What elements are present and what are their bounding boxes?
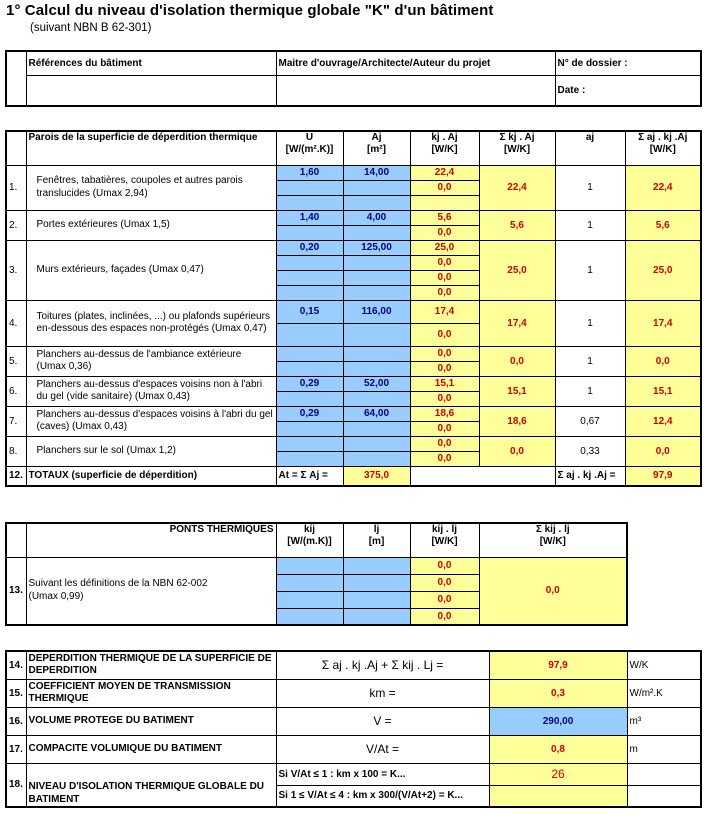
- level-formula-1: Si V/At ≤ 1 : km x 100 = K...: [276, 763, 489, 785]
- wall-u-cell[interactable]: 0,20: [276, 240, 343, 255]
- wall-sum-aka: 0,0: [625, 436, 701, 466]
- wall-u-cell[interactable]: [276, 451, 343, 466]
- wall-area-cell[interactable]: [343, 451, 410, 466]
- walls-header-ska: Σ kj . Aj [W/K]: [479, 131, 555, 165]
- wall-area-cell[interactable]: [343, 225, 410, 240]
- bridges-header-k: kij [W/(m.K)]: [276, 523, 343, 557]
- wall-area-cell[interactable]: 14,00: [343, 165, 410, 180]
- wall-area-cell[interactable]: [343, 361, 410, 376]
- ref-file-number: N° de dossier :: [555, 51, 701, 75]
- wall-sum-ka: 15,1: [479, 376, 555, 406]
- totals-label: TOTAUX (superficie de déperdition): [26, 466, 276, 486]
- wall-area-cell[interactable]: [343, 346, 410, 361]
- bridges-l-cell[interactable]: [343, 574, 410, 591]
- wall-ka-cell: 17,4: [410, 300, 479, 323]
- totals-at-value: 375,0: [343, 466, 410, 486]
- wall-ka-cell: 0,0: [410, 451, 479, 466]
- wall-area-cell[interactable]: [343, 180, 410, 195]
- wall-number: 5.: [6, 346, 26, 376]
- wall-ka-cell: 0,0: [410, 270, 479, 285]
- summary-number: 17.: [6, 735, 26, 763]
- summary-label: VOLUME PROTEGE DU BATIMENT: [26, 707, 276, 735]
- wall-ka-cell: 0,0: [410, 421, 479, 436]
- bridges-kl-cell: 0,0: [410, 557, 479, 574]
- bridges-kl-cell: 0,0: [410, 591, 479, 608]
- wall-aj: 1: [555, 346, 625, 376]
- summary-unit: m: [627, 735, 701, 763]
- ref-date[interactable]: Date :: [555, 75, 701, 106]
- wall-ka-cell: 0,0: [410, 346, 479, 361]
- wall-aj: 1: [555, 210, 625, 240]
- wall-area-cell[interactable]: 64,00: [343, 406, 410, 421]
- wall-subrow: [6, 300, 701, 323]
- bridges-header-kl: kij . lj [W/K]: [410, 523, 479, 557]
- level-unit-2: [627, 785, 701, 807]
- level-label: NIVEAU D'ISOLATION THERMIQUE GLOBALE DU BATIMENT: [26, 763, 276, 807]
- thermal-bridges-table: [5, 522, 628, 626]
- wall-aj: 1: [555, 240, 625, 300]
- wall-area-cell[interactable]: [343, 195, 410, 210]
- walls-header-a: Aj [m²]: [343, 131, 410, 165]
- wall-ka-cell: 5,6: [410, 210, 479, 225]
- level-formula-2: Si 1 ≤ V/At ≤ 4 : km x 300/(V/At+2) = K...: [276, 785, 489, 807]
- wall-subrow: [6, 210, 701, 225]
- bridges-k-cell[interactable]: [276, 608, 343, 625]
- wall-label: Planchers sur le sol (Umax 1,2): [26, 436, 276, 466]
- wall-u-cell[interactable]: [276, 346, 343, 361]
- wall-number: 7.: [6, 406, 26, 436]
- page-subtitle: (suivant NBN B 62-301): [30, 22, 152, 34]
- wall-subrow: [6, 436, 701, 451]
- wall-u-cell[interactable]: 1,40: [276, 210, 343, 225]
- wall-sum-ka: 22,4: [479, 165, 555, 210]
- wall-ka-cell: 0,0: [410, 436, 479, 451]
- bridges-header-label: PONTS THERMIQUES: [26, 523, 276, 557]
- wall-aj: 0,67: [555, 406, 625, 436]
- bridges-l-cell[interactable]: [343, 608, 410, 625]
- bridges-header-skl: Σ kij . lj [W/K]: [479, 523, 627, 557]
- wall-area-cell[interactable]: [343, 323, 410, 346]
- wall-sum-aka: 12,4: [625, 406, 701, 436]
- wall-sum-aka: 0,0: [625, 346, 701, 376]
- summary-formula: V =: [276, 707, 489, 735]
- wall-ka-cell: 0,0: [410, 225, 479, 240]
- wall-u-cell[interactable]: [276, 361, 343, 376]
- wall-sum-ka: 25,0: [479, 240, 555, 300]
- wall-number: 6.: [6, 376, 26, 406]
- wall-ka-cell: 0,0: [410, 285, 479, 300]
- wall-u-cell[interactable]: [276, 180, 343, 195]
- wall-aj: 0,33: [555, 436, 625, 466]
- wall-area-cell[interactable]: 4,00: [343, 210, 410, 225]
- summary-label: COEFFICIENT MOYEN DE TRANSMISSION THERMIQUE: [26, 679, 276, 707]
- bridges-l-cell[interactable]: [343, 557, 410, 574]
- wall-ka-cell: [410, 195, 479, 210]
- wall-ka-cell: 0,0: [410, 255, 479, 270]
- wall-area-cell[interactable]: [343, 391, 410, 406]
- wall-u-cell[interactable]: [276, 195, 343, 210]
- wall-u-cell[interactable]: 0,15: [276, 300, 343, 323]
- wall-sum-ka: 5,6: [479, 210, 555, 240]
- bridges-l-cell[interactable]: [343, 591, 410, 608]
- references-table: [5, 50, 702, 107]
- wall-sum-ka: 17,4: [479, 300, 555, 346]
- walls-header-saka: Σ aj . kj .Aj [W/K]: [625, 131, 701, 165]
- level-value-1: 26: [489, 763, 627, 785]
- bridges-kl-cell: 0,0: [410, 608, 479, 625]
- wall-area-cell[interactable]: [343, 421, 410, 436]
- totals-number: 12.: [6, 466, 26, 486]
- bridges-kl-cell: 0,0: [410, 574, 479, 591]
- summary-number: 15.: [6, 679, 26, 707]
- totals-spacer: [410, 466, 555, 486]
- walls-header-label: Parois de la superficie de déperdition thermique: [26, 131, 276, 165]
- wall-ka-cell: 0,0: [410, 391, 479, 406]
- level-number: 18.: [6, 763, 26, 807]
- wall-u-cell[interactable]: 0,29: [276, 406, 343, 421]
- wall-u-cell[interactable]: [276, 285, 343, 300]
- wall-u-cell[interactable]: 0,29: [276, 376, 343, 391]
- wall-subrow: [6, 165, 701, 180]
- level-value-2: [489, 785, 627, 807]
- wall-ka-cell: 18,6: [410, 406, 479, 421]
- bridges-k-cell[interactable]: [276, 557, 343, 574]
- ref-owner-value[interactable]: [276, 75, 555, 106]
- walls-table: [5, 130, 702, 487]
- wall-area-cell[interactable]: 52,00: [343, 376, 410, 391]
- wall-number: 8.: [6, 436, 26, 466]
- ref-building-value[interactable]: [26, 75, 276, 106]
- wall-u-cell[interactable]: [276, 225, 343, 240]
- wall-u-cell[interactable]: [276, 270, 343, 285]
- summary-formula: Σ aj . kj .Aj + Σ kij . Lj =: [276, 651, 489, 679]
- summary-label: DEPERDITION THERMIQUE DE LA SUPERFICIE DE DEPERDITION: [26, 651, 276, 679]
- wall-area-cell[interactable]: [343, 270, 410, 285]
- summary-value: 97,9: [489, 651, 627, 679]
- bridges-number: 13.: [6, 557, 26, 625]
- ref-owner: Maitre d'ouvrage/Architecte/Auteur du projet: [276, 51, 555, 75]
- summary-number: 14.: [6, 651, 26, 679]
- wall-ka-cell: 0,0: [410, 323, 479, 346]
- summary-value: 0,8: [489, 735, 627, 763]
- wall-label: Fenêtres, tabatières, coupoles et autres parois translucides (Umax 2,94): [26, 165, 276, 210]
- wall-sum-aka: 5,6: [625, 210, 701, 240]
- wall-label: Murs extérieurs, façades (Umax 0,47): [26, 240, 276, 300]
- totals-at-label: At = Σ Aj =: [276, 466, 343, 486]
- wall-subrow: [6, 346, 701, 361]
- wall-sum-ka: 0,0: [479, 436, 555, 466]
- wall-sum-aka: 22,4: [625, 165, 701, 210]
- wall-u-cell[interactable]: [276, 255, 343, 270]
- totals-sum-label: Σ aj . kj .Aj =: [555, 466, 625, 486]
- wall-area-cell[interactable]: [343, 255, 410, 270]
- wall-area-cell[interactable]: 125,00: [343, 240, 410, 255]
- wall-sum-ka: 18,6: [479, 406, 555, 436]
- wall-number: 1.: [6, 165, 26, 210]
- summary-formula: km =: [276, 679, 489, 707]
- wall-label: Toitures (plates, inclinées, ...) ou plafonds supérieurs en-dessous des espaces non-protégés (Umax 0,47): [26, 300, 276, 346]
- summary-unit: W/m².K: [627, 679, 701, 707]
- wall-ka-cell: 15,1: [410, 376, 479, 391]
- walls-header-aj: aj: [555, 131, 625, 165]
- wall-u-cell[interactable]: [276, 323, 343, 346]
- wall-ka-cell: 25,0: [410, 240, 479, 255]
- wall-sum-aka: 17,4: [625, 300, 701, 346]
- level-unit-1: [627, 763, 701, 785]
- ref-building: Références du bâtiment: [26, 51, 276, 75]
- bridges-k-cell[interactable]: [276, 574, 343, 591]
- summary-unit: W/K: [627, 651, 701, 679]
- wall-aj: 1: [555, 376, 625, 406]
- wall-aj: 1: [555, 165, 625, 210]
- wall-sum-aka: 25,0: [625, 240, 701, 300]
- summary-unit: m³: [627, 707, 701, 735]
- wall-ka-cell: 0,0: [410, 180, 479, 195]
- wall-aj: 1: [555, 300, 625, 346]
- wall-subrow: [6, 376, 701, 391]
- wall-label: Planchers au-dessus d'espaces voisins à l'abri du gel (caves) (Umax 0,43): [26, 406, 276, 436]
- summary-formula: V/At =: [276, 735, 489, 763]
- wall-subrow: [6, 240, 701, 255]
- wall-area-cell[interactable]: 116,00: [343, 300, 410, 323]
- wall-sum-ka: 0,0: [479, 346, 555, 376]
- wall-area-cell[interactable]: [343, 285, 410, 300]
- wall-number: 3.: [6, 240, 26, 300]
- wall-u-cell[interactable]: 1,60: [276, 165, 343, 180]
- wall-sum-aka: 15,1: [625, 376, 701, 406]
- bridges-label: Suivant les définitions de la NBN 62-002 (Umax 0,99): [26, 557, 276, 625]
- wall-number: 2.: [6, 210, 26, 240]
- wall-ka-cell: 22,4: [410, 165, 479, 180]
- wall-u-cell[interactable]: [276, 391, 343, 406]
- wall-number: 4.: [6, 300, 26, 346]
- walls-header-u: U [W/(m².K)]: [276, 131, 343, 165]
- wall-u-cell[interactable]: [276, 436, 343, 451]
- page-title: 1° Calcul du niveau d'isolation thermique globale "K" d'un bâtiment: [6, 2, 494, 19]
- summary-label: COMPACITE VOLUMIQUE DU BATIMENT: [26, 735, 276, 763]
- wall-subrow: [6, 406, 701, 421]
- bridges-sum: 0,0: [479, 557, 627, 625]
- wall-u-cell[interactable]: [276, 421, 343, 436]
- totals-sum-value: 97,9: [625, 466, 701, 486]
- summary-value: 0,3: [489, 679, 627, 707]
- wall-label: Planchers au-dessus d'espaces voisins non à l'abri du gel (vide sanitaire) (Umax 0,43): [26, 376, 276, 406]
- bridges-header-l: lj [m]: [343, 523, 410, 557]
- wall-area-cell[interactable]: [343, 436, 410, 451]
- wall-label: Planchers au-dessus de l'ambiance extérieure (Umax 0,36): [26, 346, 276, 376]
- wall-label: Portes extérieures (Umax 1,5): [26, 210, 276, 240]
- walls-header-ka: kj . Aj [W/K]: [410, 131, 479, 165]
- wall-ka-cell: 0,0: [410, 361, 479, 376]
- summary-table: [5, 650, 702, 808]
- bridges-k-cell[interactable]: [276, 591, 343, 608]
- summary-value[interactable]: 290,00: [489, 707, 627, 735]
- summary-number: 16.: [6, 707, 26, 735]
